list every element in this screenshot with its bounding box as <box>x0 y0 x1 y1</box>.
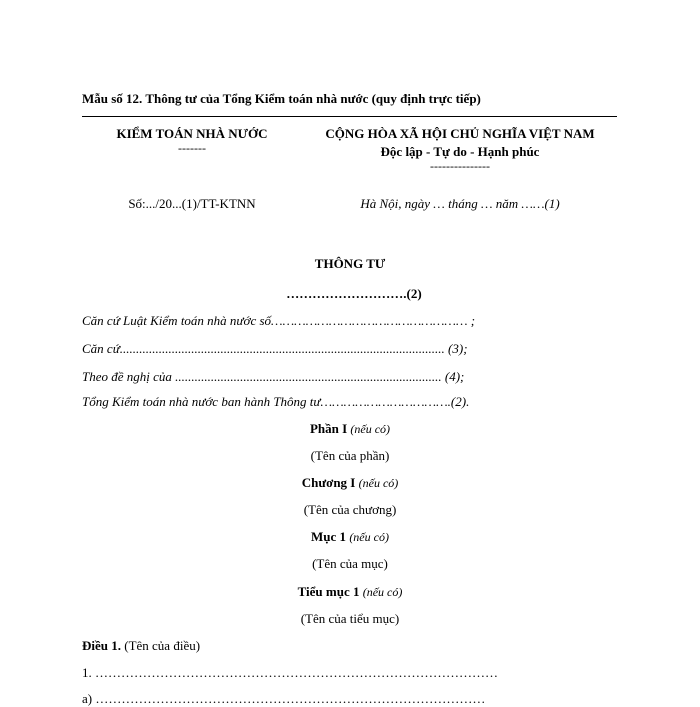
chapter-heading <box>0 475 700 491</box>
document-type: THÔNG TƯ <box>314 256 386 271</box>
preamble-line-1: Căn cứ Luật Kiểm toán nhà nước số…………………………………………… ; <box>82 313 476 328</box>
article-name: (Tên của điều) <box>124 638 201 653</box>
part-name: (Tên của phần) <box>310 448 390 463</box>
preamble-line-2: Căn cứ.................................................................................................... (3); <box>82 341 468 356</box>
part-label: Phần I <box>309 421 348 436</box>
article-heading <box>82 638 200 654</box>
point-a: a) ……………………………………………………………………………… <box>82 691 486 706</box>
part-note: (nếu có) <box>350 422 391 436</box>
national-motto: Độc lập - Tự do - Hạnh phúc <box>380 144 540 159</box>
document-number: Số:.../20...(1)/TT-KTNN <box>128 196 256 211</box>
header-divider <box>82 116 617 117</box>
section-label: Mục 1 <box>311 529 347 544</box>
section-heading <box>0 529 700 545</box>
chapter-note: (nếu có) <box>358 476 399 490</box>
part-heading <box>0 421 700 437</box>
preamble-line-4: Tổng Kiểm toán nhà nước ban hành Thông tư…………………………….(2). <box>82 394 470 409</box>
national-title: CỘNG HÒA XÃ HỘI CHỦ NGHĨA VIỆT NAM <box>325 126 595 141</box>
article-label: Điều 1. <box>82 638 121 653</box>
chapter-name: (Tên của chương) <box>303 502 397 517</box>
section-name: (Tên của mục) <box>312 556 388 571</box>
form-title: Mẫu số 12. Thông tư của Tổng Kiểm toán nhà nước (quy định trực tiếp) <box>82 91 481 106</box>
clause-1: 1. ………………………………………………………………………………… <box>82 665 498 680</box>
subsection-name: (Tên của tiểu mục) <box>300 611 400 626</box>
motto-dash: --------------- <box>430 159 490 173</box>
chapter-label: Chương I <box>301 475 356 490</box>
agency-dash: ------- <box>178 141 206 155</box>
subsection-note: (nếu có) <box>362 585 403 599</box>
preamble-line-3: Theo đề nghị của .................................................................................. (4); <box>82 369 465 384</box>
place-date: Hà Nội, ngày … tháng … năm ……(1) <box>360 196 560 211</box>
subsection-heading <box>0 584 700 600</box>
subsection-label: Tiểu mục 1 <box>297 584 360 599</box>
issuing-agency: KIỂM TOÁN NHÀ NƯỚC <box>116 126 268 141</box>
section-note: (nếu có) <box>349 530 389 544</box>
document-subject: ……………………….(2) <box>286 286 422 301</box>
